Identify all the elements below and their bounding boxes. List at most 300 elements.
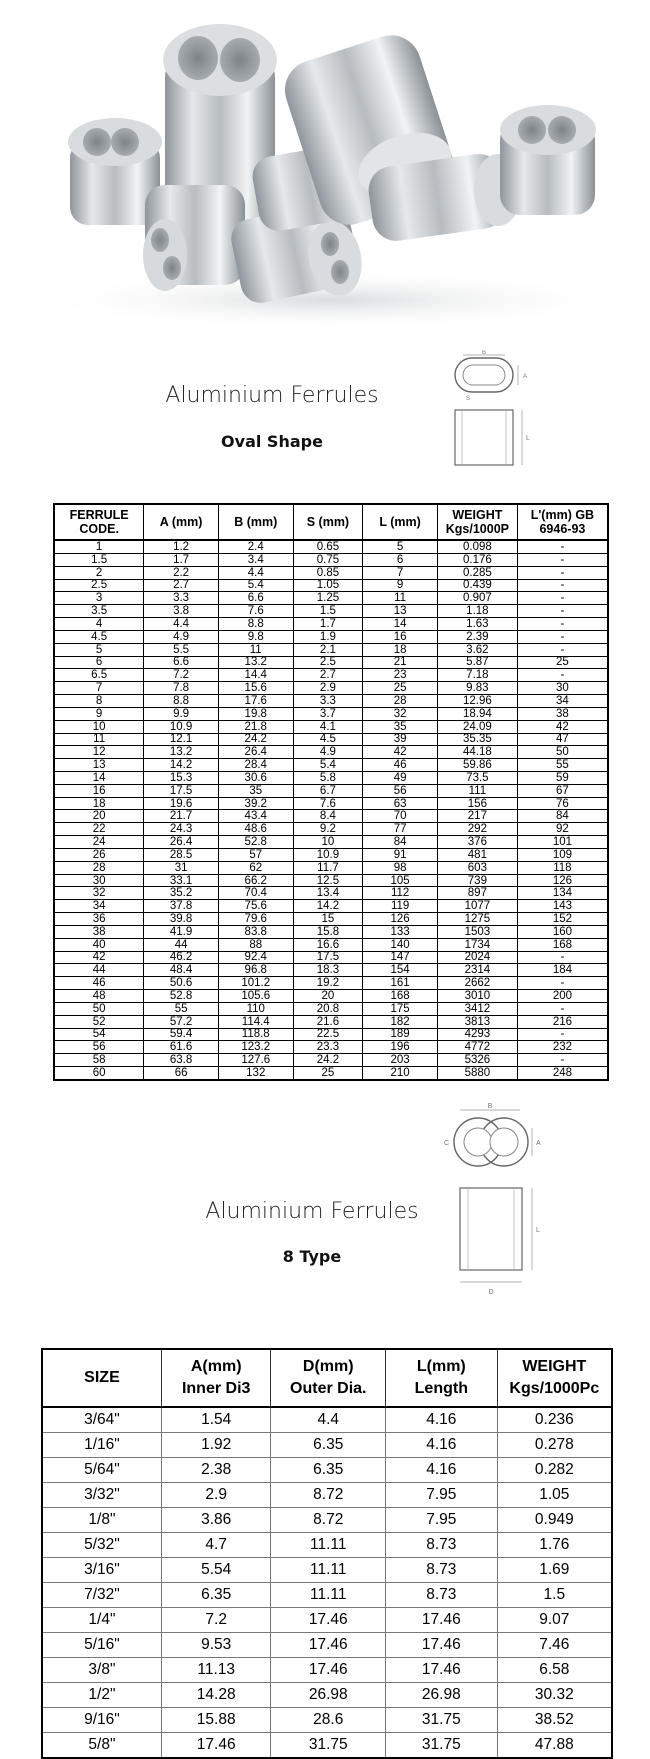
table-cell: 11 bbox=[218, 643, 293, 656]
column-header bbox=[271, 1349, 386, 1407]
table-cell: 1.05 bbox=[293, 579, 363, 592]
table-cell: 2.5 bbox=[54, 579, 144, 592]
table-cell: 46 bbox=[363, 759, 438, 772]
table-cell: 0.949 bbox=[497, 1508, 612, 1533]
table-cell: 7.2 bbox=[161, 1608, 271, 1633]
table-cell: 48 bbox=[54, 990, 144, 1003]
table-cell: 112 bbox=[363, 887, 438, 900]
table-cell: 132 bbox=[218, 1067, 293, 1080]
table-row bbox=[54, 618, 608, 631]
table-row bbox=[54, 1015, 608, 1028]
column-header-line: SIZE bbox=[84, 1369, 120, 1386]
table-cell: 1.18 bbox=[437, 605, 517, 618]
table-cell: 6.7 bbox=[293, 784, 363, 797]
table-cell: 19.6 bbox=[144, 797, 219, 810]
table-cell: 24.2 bbox=[218, 733, 293, 746]
table-cell: 37.8 bbox=[144, 900, 219, 913]
table-cell: 52 bbox=[54, 1015, 144, 1028]
table-cell: 48.6 bbox=[218, 823, 293, 836]
table-cell: 17.46 bbox=[161, 1733, 271, 1759]
table-cell: - bbox=[517, 592, 608, 605]
table-cell: 11.7 bbox=[293, 861, 363, 874]
column-header bbox=[517, 504, 608, 540]
table-cell: 50 bbox=[517, 746, 608, 759]
table-cell: 109 bbox=[517, 848, 608, 861]
table-cell: 38 bbox=[54, 925, 144, 938]
table-cell: 63.8 bbox=[144, 1054, 219, 1067]
column-header-line: Kgs/1000P bbox=[445, 522, 509, 536]
table-cell: 217 bbox=[437, 810, 517, 823]
table-cell: 30 bbox=[517, 682, 608, 695]
table-cell: 13.4 bbox=[293, 887, 363, 900]
table-cell: 232 bbox=[517, 1041, 608, 1054]
table-cell: 24.2 bbox=[293, 1054, 363, 1067]
table-cell: 11 bbox=[54, 733, 144, 746]
table-cell: 0.098 bbox=[437, 540, 517, 553]
table-cell: 182 bbox=[363, 1015, 438, 1028]
table-cell: 88 bbox=[218, 938, 293, 951]
table-row bbox=[54, 695, 608, 708]
table-cell: 4.9 bbox=[293, 746, 363, 759]
table-cell: - bbox=[517, 1002, 608, 1015]
table-row bbox=[42, 1683, 612, 1708]
table-cell: 111 bbox=[437, 784, 517, 797]
oval-table-body bbox=[54, 540, 608, 1080]
table-cell: 156 bbox=[437, 797, 517, 810]
table-cell: 1.5 bbox=[497, 1583, 612, 1608]
table-cell: 16 bbox=[363, 630, 438, 643]
table-cell: 26.4 bbox=[144, 836, 219, 849]
oval-diagram-label-b: B bbox=[481, 350, 487, 356]
table-cell: 5/8" bbox=[42, 1733, 161, 1759]
table-row bbox=[54, 630, 608, 643]
table-cell: 16.6 bbox=[293, 938, 363, 951]
table-cell: 15 bbox=[293, 913, 363, 926]
table-cell: 20 bbox=[54, 810, 144, 823]
table-cell: 79.6 bbox=[218, 913, 293, 926]
table-cell: 10.9 bbox=[293, 848, 363, 861]
eight-diagram-label-d: D bbox=[488, 1289, 494, 1296]
table-row bbox=[54, 977, 608, 990]
table-cell: 603 bbox=[437, 861, 517, 874]
table-cell: 46 bbox=[54, 977, 144, 990]
table-cell: 1503 bbox=[437, 925, 517, 938]
column-header bbox=[386, 1349, 498, 1407]
table-row bbox=[54, 553, 608, 566]
table-cell: 6.6 bbox=[218, 592, 293, 605]
table-cell: 34 bbox=[517, 695, 608, 708]
table-cell: 66 bbox=[144, 1067, 219, 1080]
table-cell: 6 bbox=[54, 656, 144, 669]
table-cell: 2.7 bbox=[144, 579, 219, 592]
table-cell: 1.7 bbox=[293, 618, 363, 631]
table-row bbox=[42, 1708, 612, 1733]
eight-section-subtitle: 8 Type bbox=[282, 1247, 342, 1266]
table-cell: 48.4 bbox=[144, 964, 219, 977]
table-cell: 1.7 bbox=[144, 553, 219, 566]
table-cell: 210 bbox=[363, 1067, 438, 1080]
table-cell: 7.2 bbox=[144, 669, 219, 682]
table-cell: 2.9 bbox=[293, 682, 363, 695]
table-cell: 168 bbox=[363, 990, 438, 1003]
table-cell: 67 bbox=[517, 784, 608, 797]
table-cell: 42 bbox=[54, 951, 144, 964]
oval-section-title: Aluminium Ferrules bbox=[165, 383, 379, 408]
table-cell: 4 bbox=[54, 618, 144, 631]
table-row bbox=[54, 733, 608, 746]
column-header-line: A(mm) bbox=[190, 1358, 242, 1375]
table-cell: 9.83 bbox=[437, 682, 517, 695]
table-cell: 18.3 bbox=[293, 964, 363, 977]
table-cell: 61.6 bbox=[144, 1041, 219, 1054]
table-cell: 32 bbox=[363, 707, 438, 720]
table-cell: 134 bbox=[517, 887, 608, 900]
table-row bbox=[54, 1054, 608, 1067]
table-row bbox=[54, 566, 608, 579]
table-cell: 1/8" bbox=[42, 1508, 161, 1533]
table-cell: 3.5 bbox=[54, 605, 144, 618]
table-cell: 66.2 bbox=[218, 874, 293, 887]
table-cell: 96.8 bbox=[218, 964, 293, 977]
ferrule-small-right bbox=[500, 105, 596, 215]
table-cell: 24.09 bbox=[437, 720, 517, 733]
table-cell: 35.35 bbox=[437, 733, 517, 746]
column-header-line: Kgs/1000Pc bbox=[509, 1380, 600, 1397]
table-cell: 203 bbox=[363, 1054, 438, 1067]
table-row bbox=[54, 643, 608, 656]
table-cell: 28.6 bbox=[271, 1708, 386, 1733]
table-cell: 2662 bbox=[437, 977, 517, 990]
table-cell: 168 bbox=[517, 938, 608, 951]
table-cell: 23 bbox=[363, 669, 438, 682]
column-header bbox=[42, 1349, 161, 1407]
table-cell: 2.1 bbox=[293, 643, 363, 656]
table-cell: 25 bbox=[517, 656, 608, 669]
table-cell: 0.65 bbox=[293, 540, 363, 553]
table-cell: 40 bbox=[54, 938, 144, 951]
column-header bbox=[218, 504, 293, 540]
table-cell: 2.38 bbox=[161, 1458, 271, 1483]
table-cell: 189 bbox=[363, 1028, 438, 1041]
column-header bbox=[497, 1349, 612, 1407]
table-cell: 8.73 bbox=[386, 1558, 498, 1583]
table-cell: 9.9 bbox=[144, 707, 219, 720]
table-cell: 17.46 bbox=[386, 1658, 498, 1683]
table-cell: 7.6 bbox=[293, 797, 363, 810]
table-cell: 8.73 bbox=[386, 1583, 498, 1608]
column-header-line: S (mm) bbox=[306, 515, 350, 529]
table-cell: 14 bbox=[363, 618, 438, 631]
table-cell: 5326 bbox=[437, 1054, 517, 1067]
table-cell: 2.4 bbox=[218, 540, 293, 553]
table-cell: 110 bbox=[218, 1002, 293, 1015]
table-cell: - bbox=[517, 1054, 608, 1067]
table-cell: 3.3 bbox=[293, 695, 363, 708]
table-cell: 7/32" bbox=[42, 1583, 161, 1608]
table-cell: 54 bbox=[54, 1028, 144, 1041]
table-cell: 161 bbox=[363, 977, 438, 990]
ferrules-product-photo bbox=[0, 0, 650, 340]
table-cell: 118.8 bbox=[218, 1028, 293, 1041]
table-row bbox=[54, 900, 608, 913]
column-header-line: Inner Di3 bbox=[181, 1380, 251, 1397]
table-cell: 14.2 bbox=[144, 759, 219, 772]
table-cell: 55 bbox=[517, 759, 608, 772]
table-cell: 36 bbox=[54, 913, 144, 926]
column-header-line: FERRULE bbox=[69, 508, 129, 522]
table-cell: 1.92 bbox=[161, 1433, 271, 1458]
table-row bbox=[54, 759, 608, 772]
table-cell: 9.53 bbox=[161, 1633, 271, 1658]
table-cell: 5 bbox=[363, 540, 438, 553]
column-header-line: 6946-93 bbox=[539, 522, 586, 536]
table-cell: - bbox=[517, 1028, 608, 1041]
table-cell: 1.05 bbox=[497, 1483, 612, 1508]
table-cell: 77 bbox=[363, 823, 438, 836]
table-cell: 0.236 bbox=[497, 1407, 612, 1433]
table-cell: 1/4" bbox=[42, 1608, 161, 1633]
table-cell: 15.6 bbox=[218, 682, 293, 695]
table-row bbox=[42, 1633, 612, 1658]
table-cell: 13.2 bbox=[144, 746, 219, 759]
table-cell: 4.7 bbox=[161, 1533, 271, 1558]
table-cell: 59.4 bbox=[144, 1028, 219, 1041]
column-header bbox=[54, 504, 144, 540]
table-cell: 30 bbox=[54, 874, 144, 887]
table-cell: 4.4 bbox=[144, 618, 219, 631]
table-cell: 118 bbox=[517, 861, 608, 874]
table-cell: 10.9 bbox=[144, 720, 219, 733]
table-cell: 101.2 bbox=[218, 977, 293, 990]
table-cell: 0.85 bbox=[293, 566, 363, 579]
table-cell: 0.278 bbox=[497, 1433, 612, 1458]
table-cell: 75.6 bbox=[218, 900, 293, 913]
oval-diagram-label-s: S bbox=[466, 396, 471, 402]
column-header-line: L(mm) bbox=[416, 1358, 466, 1375]
table-row bbox=[54, 656, 608, 669]
table-row bbox=[54, 964, 608, 977]
table-cell: 38 bbox=[517, 707, 608, 720]
table-cell: 52.8 bbox=[144, 990, 219, 1003]
table-cell: 59.86 bbox=[437, 759, 517, 772]
table-cell: - bbox=[517, 630, 608, 643]
table-cell: 12.5 bbox=[293, 874, 363, 887]
table-row bbox=[42, 1608, 612, 1633]
table-cell: 292 bbox=[437, 823, 517, 836]
table-cell: 1.76 bbox=[497, 1533, 612, 1558]
table-cell: 1.9 bbox=[293, 630, 363, 643]
table-cell: 0.439 bbox=[437, 579, 517, 592]
table-cell: 7.95 bbox=[386, 1483, 498, 1508]
table-row bbox=[54, 592, 608, 605]
oval-table-header-row bbox=[54, 504, 608, 540]
table-cell: 5.5 bbox=[144, 643, 219, 656]
table-cell: 26.98 bbox=[386, 1683, 498, 1708]
table-cell: 8.8 bbox=[144, 695, 219, 708]
table-cell: - bbox=[517, 540, 608, 553]
table-cell: 4293 bbox=[437, 1028, 517, 1041]
table-cell: 1.2 bbox=[144, 540, 219, 553]
table-cell: - bbox=[517, 669, 608, 682]
table-cell: - bbox=[517, 579, 608, 592]
table-cell: 3.7 bbox=[293, 707, 363, 720]
table-cell: 3.62 bbox=[437, 643, 517, 656]
column-header-line: L'(mm) GB bbox=[530, 508, 595, 522]
table-row bbox=[42, 1433, 612, 1458]
table-cell: 52.8 bbox=[218, 836, 293, 849]
table-row bbox=[54, 951, 608, 964]
table-row bbox=[54, 810, 608, 823]
column-header-line: WEIGHT bbox=[522, 1358, 587, 1375]
column-header bbox=[161, 1349, 271, 1407]
table-row bbox=[54, 720, 608, 733]
table-cell: 147 bbox=[363, 951, 438, 964]
table-cell: 50 bbox=[54, 1002, 144, 1015]
table-cell: 19.8 bbox=[218, 707, 293, 720]
table-cell: 3813 bbox=[437, 1015, 517, 1028]
table-cell: 20 bbox=[293, 990, 363, 1003]
table-cell: 6.58 bbox=[497, 1658, 612, 1683]
table-cell: 17.46 bbox=[386, 1633, 498, 1658]
table-cell: 17.46 bbox=[271, 1658, 386, 1683]
table-row bbox=[54, 707, 608, 720]
table-cell: 1 bbox=[54, 540, 144, 553]
table-cell: 3412 bbox=[437, 1002, 517, 1015]
table-cell: 3010 bbox=[437, 990, 517, 1003]
table-row bbox=[54, 784, 608, 797]
table-row bbox=[54, 887, 608, 900]
table-cell: 24.3 bbox=[144, 823, 219, 836]
table-cell: 15.3 bbox=[144, 771, 219, 784]
table-cell: 1.5 bbox=[54, 553, 144, 566]
table-cell: 21 bbox=[363, 656, 438, 669]
table-cell: 44 bbox=[144, 938, 219, 951]
table-cell: 13.2 bbox=[218, 656, 293, 669]
eight-table-header-row bbox=[42, 1349, 612, 1407]
eight-diagram-label-l: L bbox=[536, 1227, 540, 1234]
table-cell: 4.9 bbox=[144, 630, 219, 643]
table-cell: 2 bbox=[54, 566, 144, 579]
table-cell: 20.8 bbox=[293, 1002, 363, 1015]
table-cell: 4.4 bbox=[271, 1407, 386, 1433]
table-cell: 4.4 bbox=[218, 566, 293, 579]
table-row bbox=[54, 682, 608, 695]
table-cell: 12 bbox=[54, 746, 144, 759]
table-cell: 38.52 bbox=[497, 1708, 612, 1733]
eight-type-ferrule-spec-table bbox=[41, 1348, 613, 1759]
column-header-line: B (mm) bbox=[234, 515, 278, 529]
table-cell: 200 bbox=[517, 990, 608, 1003]
table-cell: 160 bbox=[517, 925, 608, 938]
table-cell: 21.6 bbox=[293, 1015, 363, 1028]
table-cell: 30.6 bbox=[218, 771, 293, 784]
table-cell: 2.2 bbox=[144, 566, 219, 579]
table-row bbox=[54, 874, 608, 887]
column-header-line: L (mm) bbox=[379, 515, 421, 529]
table-cell: 17.5 bbox=[293, 951, 363, 964]
table-cell: 4.16 bbox=[386, 1407, 498, 1433]
table-cell: 10 bbox=[54, 720, 144, 733]
table-cell: 56 bbox=[54, 1041, 144, 1054]
table-cell: 105.6 bbox=[218, 990, 293, 1003]
eight-table-body bbox=[42, 1407, 612, 1758]
table-cell: 3.3 bbox=[144, 592, 219, 605]
table-cell: 2024 bbox=[437, 951, 517, 964]
table-cell: 6.5 bbox=[54, 669, 144, 682]
table-cell: 13 bbox=[363, 605, 438, 618]
table-cell: - bbox=[517, 553, 608, 566]
column-header bbox=[293, 504, 363, 540]
table-cell: - bbox=[517, 618, 608, 631]
table-cell: 76 bbox=[517, 797, 608, 810]
table-cell: 92 bbox=[517, 823, 608, 836]
table-cell: 7 bbox=[54, 682, 144, 695]
table-cell: 7.6 bbox=[218, 605, 293, 618]
table-cell: 42 bbox=[517, 720, 608, 733]
table-cell: 7.95 bbox=[386, 1508, 498, 1533]
table-cell: 91 bbox=[363, 848, 438, 861]
table-cell: 14.4 bbox=[218, 669, 293, 682]
table-cell: 6.35 bbox=[271, 1458, 386, 1483]
table-cell: 3.86 bbox=[161, 1508, 271, 1533]
column-header-line: Outer Dia. bbox=[290, 1380, 367, 1397]
table-cell: 5/32" bbox=[42, 1533, 161, 1558]
table-cell: 28.4 bbox=[218, 759, 293, 772]
table-cell: 35 bbox=[218, 784, 293, 797]
table-cell: 0.176 bbox=[437, 553, 517, 566]
table-cell: 60 bbox=[54, 1067, 144, 1080]
table-cell: 1.69 bbox=[497, 1558, 612, 1583]
table-cell: 32 bbox=[54, 887, 144, 900]
table-cell: 14.28 bbox=[161, 1683, 271, 1708]
table-cell: 2.5 bbox=[293, 656, 363, 669]
table-row bbox=[54, 1067, 608, 1080]
table-cell: 70.4 bbox=[218, 887, 293, 900]
table-cell: 8.72 bbox=[271, 1508, 386, 1533]
oval-diagram-label-a: A bbox=[523, 374, 528, 380]
table-cell: 14.2 bbox=[293, 900, 363, 913]
table-row bbox=[54, 861, 608, 874]
table-cell: 5.54 bbox=[161, 1558, 271, 1583]
table-cell: 11.11 bbox=[271, 1533, 386, 1558]
table-cell: 26.98 bbox=[271, 1683, 386, 1708]
table-cell: 1.25 bbox=[293, 592, 363, 605]
table-cell: 25 bbox=[363, 682, 438, 695]
table-cell: 43.4 bbox=[218, 810, 293, 823]
table-cell: 17.6 bbox=[218, 695, 293, 708]
table-row bbox=[54, 771, 608, 784]
table-cell: 5/16" bbox=[42, 1633, 161, 1658]
table-cell: 12.1 bbox=[144, 733, 219, 746]
table-cell: 196 bbox=[363, 1041, 438, 1054]
table-cell: 4.5 bbox=[293, 733, 363, 746]
column-header bbox=[437, 504, 517, 540]
table-cell: 3/8" bbox=[42, 1658, 161, 1683]
table-cell: - bbox=[517, 605, 608, 618]
table-cell: 2.9 bbox=[161, 1483, 271, 1508]
table-cell: 8.4 bbox=[293, 810, 363, 823]
table-cell: 47.88 bbox=[497, 1733, 612, 1759]
table-cell: 0.907 bbox=[437, 592, 517, 605]
table-cell: 23.3 bbox=[293, 1041, 363, 1054]
table-cell: 1.54 bbox=[161, 1407, 271, 1433]
table-cell: 28 bbox=[363, 695, 438, 708]
table-cell: 4.16 bbox=[386, 1433, 498, 1458]
table-row bbox=[42, 1558, 612, 1583]
table-cell: 44 bbox=[54, 964, 144, 977]
oval-ferrule-spec-table bbox=[53, 503, 609, 1081]
table-cell: 22.5 bbox=[293, 1028, 363, 1041]
